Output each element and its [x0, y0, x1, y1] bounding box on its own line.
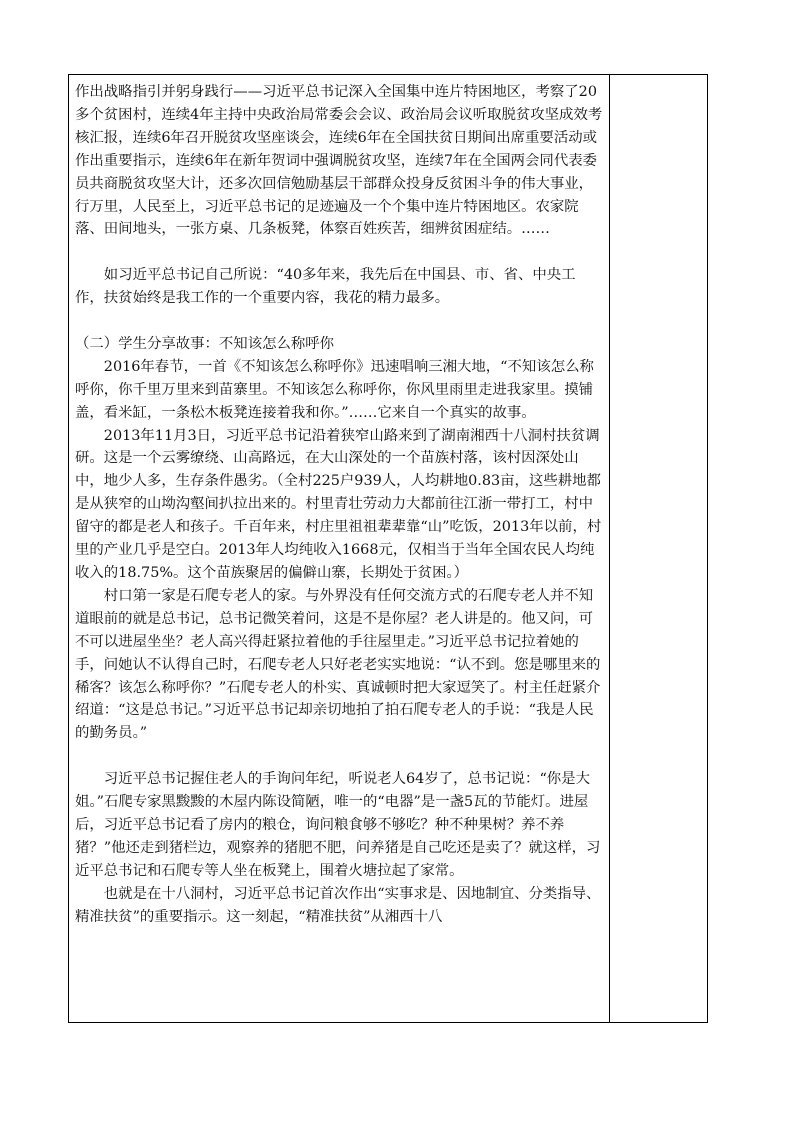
paragraph-village-visit: 2013年11月3日，习近平总书记沿着狭窄山路来到了湖南湘西十八洞村扶贫调研。这是一个云雾缭绕、山高路远，在大山深处的一个苗族村落，该村因深处山中，地少人多，生存条件愚劣。（全村225户939人，人均耕地0.83亩，这些耕地都是从狭窄的山坳沟壑间扒拉出来的。村里青壮劳动力大都前往江浙一带打工，村中留守的都是老人和孩子。千百年来，村庄里祖祖辈辈靠“山”吃饭，2013年以前，村里的产业几乎是空白。2013年人均纯收入1668元，仅相当于当年全国农民人均纯收入的18.75%。这个苗族聚居的偏僻山寨，长期处于贫困。）	[75, 427, 602, 581]
paragraph-precision-poverty: 也就是在十八洞村，习近平总书记首次作出“实事求是、因地制宜、分类指导、精准扶贫”的重要指示。这一刻起，“精准扶贫”从湘西十八	[75, 885, 601, 925]
paragraph-inspection-record: 作出战略指引并躬身践行——习近平总书记深入全国集中连片特困地区，考察了20多个贫困村，连续4年主持中央政治局常委会会议、政治局会议听取脱贫攻坚成效考核汇报，连续6年召开脱贫攻坚座谈会，连续6年在全国扶贫日期间出席重要活动或作出重要指示，连续6年在新年贺词中强调脱贫攻坚，连续7年在全国两会同代表委员共商脱贫攻坚大计，还多次回信勉励基层干部群众投身反贫困斗争的伟大事业，行万里，人民至上，习近平总书记的足迹遍及一个个集中连片特困地区。农家院落、田间地头，一张方桌、几条板凳，体察百姓疾苦，细辨贫困症结。……	[75, 84, 603, 238]
paragraph-song: 2016年春节，一首《不知该怎么称呼你》迅速唱响三湘大地，“不知该怎么称呼你，你千里万里来到苗寨里。不知该怎么称呼你，你风里雨里走进我家里。摸铺盖，看米缸，一条松木板凳连接着我和你。”……它来自一个真实的故事。	[75, 358, 594, 421]
paragraph-conversation: 习近平总书记握住老人的手询问年纪，听说老人64岁了，总书记说：“你是大姐。”石爬专家黑黢黢的木屋内陈设简陋，唯一的“电器”是一盏5瓦的节能灯。进屋后，习近平总书记看了房内的粮仓，询问粮食够不够吃？种不种果树？养不养猪？”他还走到猪栏边，观察养的猪肥不肥，问养猪是自己吃还是卖了？就这样，习近平总书记和石爬专等人坐在板凳上，围着火塘拉起了家常。	[75, 771, 601, 879]
section-heading: （二）学生分享故事：不知该怎么称呼你	[75, 335, 335, 352]
notes-cell	[610, 75, 707, 1022]
paragraph-gap	[75, 745, 603, 768]
paragraph-gap	[75, 310, 603, 333]
paragraph-quote: 如习近平总书记自己所说：“40多年来，我先后在中国县、市、省、中央工作，扶贫始终是我工作的一个重要内容，我花的精力最多。	[75, 267, 576, 307]
paragraph-elder-home: 村口第一家是石爬专老人的家。与外界没有任何交流方式的石爬专老人并不知道眼前的就是总书记，总书记微笑着问，这是不是你屋？老人讲是的。他又问，可不可以进屋坐坐？老人高兴得赶紧拉着他的手往屋里走。”习近平总书记拉着她的手，问她认不认得自己时，石爬专老人只好老老实实地说：“认不到。您是哪里来的稀客？该怎么称呼你？”石爬专老人的朴实、真诚顿时把大家逗笑了。村主任赶紧介绍道：“这是总书记。”习近平总书记却亲切地拍了拍石爬专老人的手说：“我是人民的勤务员。”	[75, 587, 601, 742]
content-cell	[75, 81, 603, 928]
paragraph-gap	[75, 241, 603, 264]
lesson-table	[68, 74, 708, 1023]
